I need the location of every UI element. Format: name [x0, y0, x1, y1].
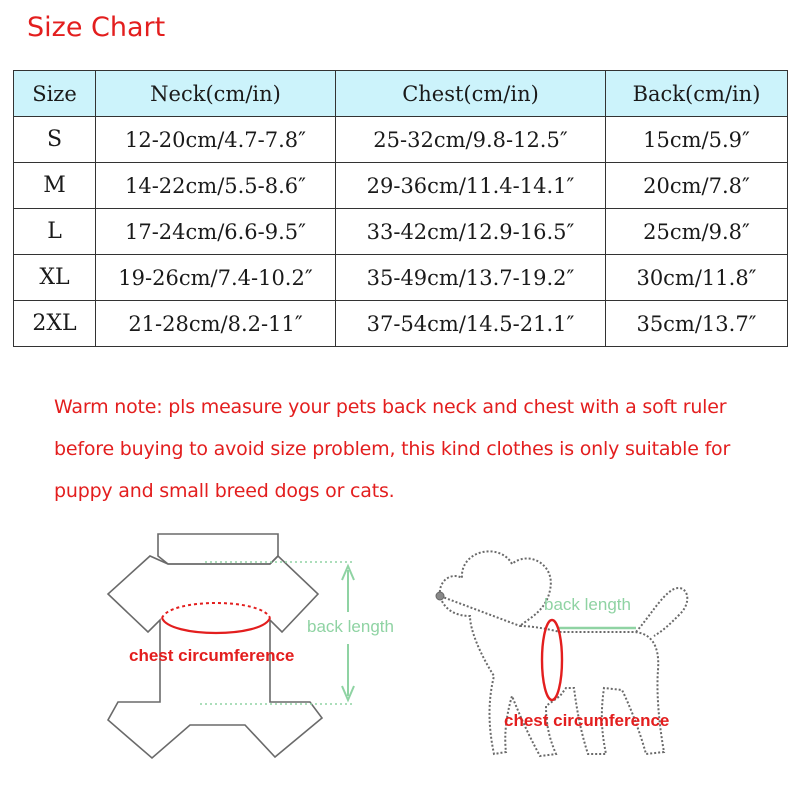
table-row — [14, 209, 788, 255]
cell-size: L — [14, 209, 96, 255]
cell-chest: 29-36cm/11.4-14.1″ — [336, 163, 606, 209]
table-row — [14, 255, 788, 301]
cell-neck: 19-26cm/7.4-10.2″ — [96, 255, 336, 301]
chest-front-arc — [162, 618, 270, 633]
table-row — [14, 117, 788, 163]
cell-chest: 25-32cm/9.8-12.5″ — [336, 117, 606, 163]
table-header-row — [14, 71, 788, 117]
header-back: Back(cm/in) — [606, 71, 788, 117]
note-line: Warm note: pls measure your pets back neck and chest with a soft ruler — [54, 396, 727, 418]
table-row — [14, 301, 788, 347]
cell-size: 2XL — [14, 301, 96, 347]
cell-back: 20cm/7.8″ — [606, 163, 788, 209]
clothes-collar — [158, 534, 278, 564]
cell-chest: 33-42cm/12.9-16.5″ — [336, 209, 606, 255]
header-neck: Neck(cm/in) — [96, 71, 336, 117]
cell-back: 30cm/11.8″ — [606, 255, 788, 301]
dog-chest-ellipse — [542, 620, 562, 700]
dog-nose-icon — [436, 592, 444, 600]
warm-note — [54, 386, 784, 512]
note-line: before buying to avoid size problem, this kind clothes is only suitable for — [54, 438, 731, 460]
cell-neck: 14-22cm/5.5-8.6″ — [96, 163, 336, 209]
dog-tail — [636, 588, 687, 636]
header-chest: Chest(cm/in) — [336, 71, 606, 117]
size-chart-table — [13, 70, 788, 347]
cell-neck: 17-24cm/6.6-9.5″ — [96, 209, 336, 255]
chest-back-dashed — [162, 603, 270, 618]
clothes-chest-label: chest circumference — [129, 646, 295, 665]
dog-chest-label: chest circumference — [504, 711, 670, 730]
cell-back: 25cm/9.8″ — [606, 209, 788, 255]
cell-neck: 21-28cm/8.2-11″ — [96, 301, 336, 347]
dog-back-length-label: back length — [544, 595, 631, 614]
measurement-diagrams — [0, 520, 800, 800]
cell-size: XL — [14, 255, 96, 301]
cell-size: S — [14, 117, 96, 163]
clothes-back-length-label: back length — [307, 617, 394, 636]
cell-size: M — [14, 163, 96, 209]
cell-back: 35cm/13.7″ — [606, 301, 788, 347]
note-line: puppy and small breed dogs or cats. — [54, 480, 395, 502]
cell-chest: 35-49cm/13.7-19.2″ — [336, 255, 606, 301]
header-size: Size — [14, 71, 96, 117]
page-title: Size Chart — [27, 12, 166, 43]
cell-back: 15cm/5.9″ — [606, 117, 788, 163]
table-row — [14, 163, 788, 209]
cell-chest: 37-54cm/14.5-21.1″ — [336, 301, 606, 347]
cell-neck: 12-20cm/4.7-7.8″ — [96, 117, 336, 163]
